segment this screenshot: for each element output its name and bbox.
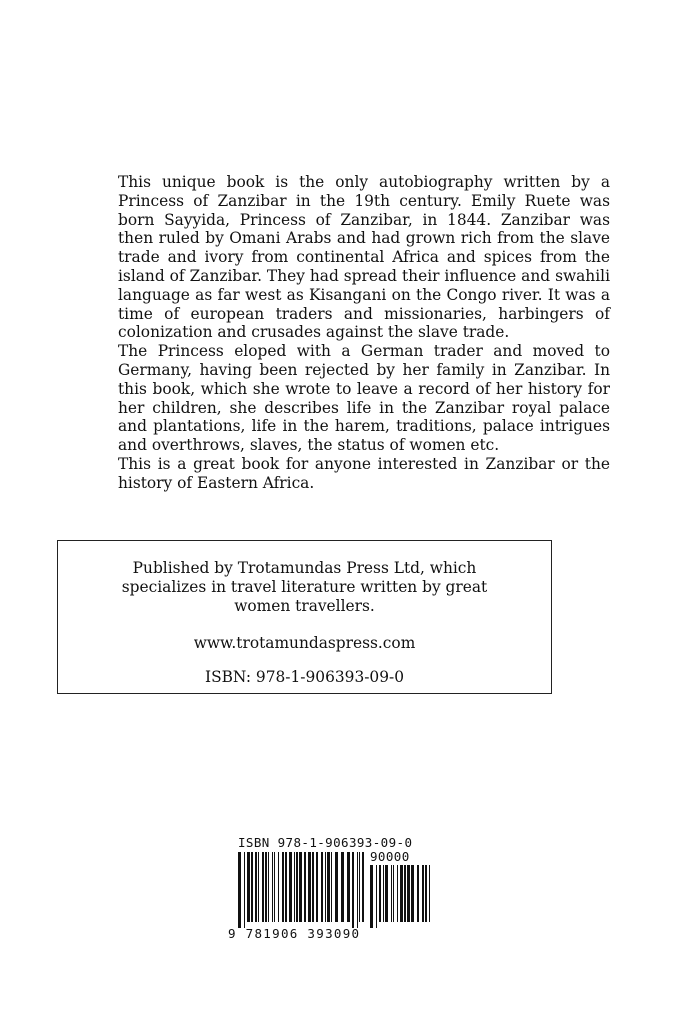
barcode-addon-digits: 90000 — [370, 849, 410, 864]
barcode-human-readable: 9 781906 393090 — [228, 926, 361, 941]
description-paragraph-1: This unique book is the only autobiography written by a Princess of Zanzibar in the 19th century. Emily Ruete was born Sayyida, Princess of Zanzibar, in 1844. Zanzibar was then ruled by Omani Arabs and had grown rich from the slave trade and ivory from continental Africa and spices from the island of Zanzibar. They had spread their influence and swahili language as far west as Kisangani on the Congo river. It was a time of european traders and missionaries, harbingers of colonization and crusades against the slave trade. — [118, 173, 610, 342]
addon-barcode-icon — [370, 865, 432, 928]
back-cover-description — [118, 173, 610, 493]
publisher-statement: Published by Trotamundas Press Ltd, which specializes in travel literature written by great women travellers. — [121, 559, 488, 615]
description-paragraph-3: This is a great book for anyone interested in Zanzibar or the history of Eastern Africa. — [118, 454, 610, 492]
ean13-barcode-icon — [238, 852, 366, 928]
isbn-line: ISBN: 978-1-906393-09-0 — [204, 668, 405, 686]
publisher-website: www.trotamundaspress.com — [193, 634, 416, 652]
publisher-info-box — [57, 540, 552, 694]
barcode-isbn-label: ISBN 978-1-906393-09-0 — [238, 835, 413, 850]
barcode — [228, 836, 460, 942]
description-paragraph-2: The Princess eloped with a German trader and moved to Germany, having been rejected by her family in Zanzibar. In this book, which she wrote to leave a record of her history for her children, she describes life in the Zanzibar royal palace and plantations, life in the harem, traditions, palace intrigues and overthrows, slaves, the status of women etc. — [118, 342, 610, 455]
